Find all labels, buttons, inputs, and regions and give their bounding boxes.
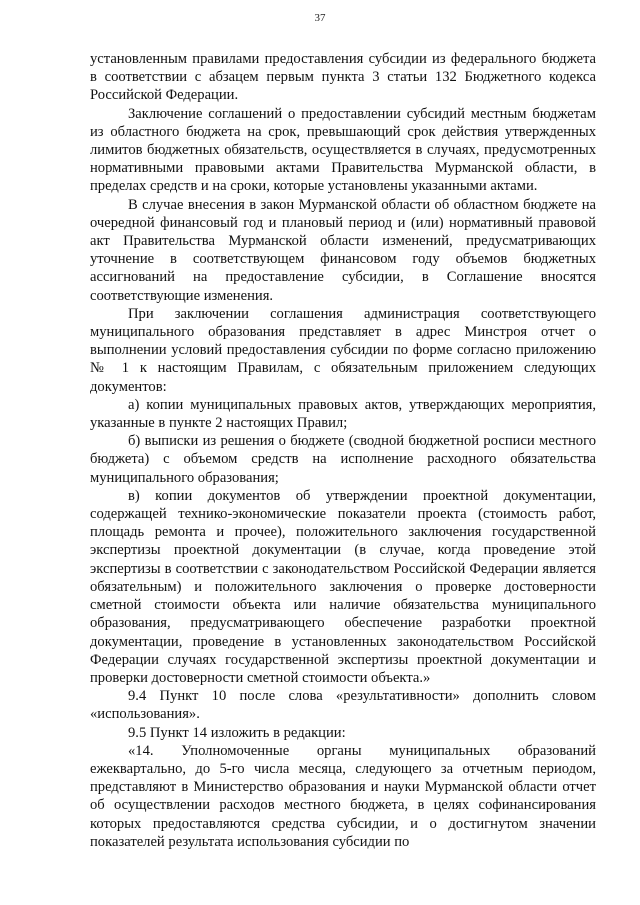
paragraph-1: установленным правилами предоставления субсидии из федерального бюджета в соответствии с абзацем первым пункта 3 статьи 132 Бюджетного кодекса Российской Федерации.: [90, 51, 596, 104]
paragraph-2: Заключение соглашений о предоставлении субсидий местным бюджетам из областного бюджета на срок, превышающий срок действия утвержденных лимитов бюджетных обязательств, осуществляется в случаях, предусмотренных нормативными правовыми актами Правительства Мурманской области, в пределах средств и на сроки, которые установлены указанными актами.: [90, 105, 596, 195]
list-item-b: б) выписки из решения о бюджете (сводной бюджетной росписи местного бюджета) с объемом средств на исполнение расходного обязательства муниципального образования;: [90, 433, 596, 486]
list-item-a: а) копии муниципальных правовых актов, утверждающих мероприятия, указанные в пункте 2 настоящих Правил;: [90, 396, 596, 432]
document-body: [90, 50, 596, 851]
page-number: 37: [314, 12, 326, 24]
list-item-v: в) копии документов об утверждении проектной документации, содержащей технико-экономические показатели проекта (стоимость работ, площадь ремонта и прочее), положительного заключения государственной экспертизы проектной документации (в случае, когда проведение этой экспертизы в соответствии с законодательством Российской Федерации является обязательным) и положительного заключения о проверке достоверности сметной стоимости объекта или наличие обязательства муниципального образования, предусматривающего обеспечение разработки проектной документации, проведение в установленных законодательством Российской Федерации случаях государственной экспертизы проектной документации и проверки достоверности сметной стоимости объекта.»: [90, 487, 596, 686]
paragraph-4: При заключении соглашения администрация соответствующего муниципального образования представляет в адрес Минстроя отчет о выполнении условий предоставления субсидии по форме согласно приложению № 1 к настоящим Правилам, с обязательным приложением следующих документов:: [90, 305, 596, 395]
paragraph-9-4: 9.4 Пункт 10 после слова «результативности» дополнить словом «использования».: [90, 688, 596, 723]
paragraph-14: «14. Уполномоченные органы муниципальных образований ежеквартально, до 5-го числа месяца, следующего за отчетным периодом, представляют в Министерство образования и науки Мурманской области отчет об осуществлении расходов местного бюджета, в целях софинансирования которых предоставляются средства субсидии, и о достигнутом значении показателей результата использования субсидии по: [90, 742, 596, 850]
paragraph-9-5: 9.5 Пункт 14 изложить в редакции:: [128, 724, 346, 741]
paragraph-3: В случае внесения в закон Мурманской области об областном бюджете на очередной финансовый год и плановый период и (или) нормативный правовой акт Правительства Мурманской области изменений, предусматривающих уточнение в соответствующем финансовом году объемов бюджетных ассигнований на предоставление субсидии, в Соглашение вносятся соответствующие изменения.: [90, 196, 596, 304]
